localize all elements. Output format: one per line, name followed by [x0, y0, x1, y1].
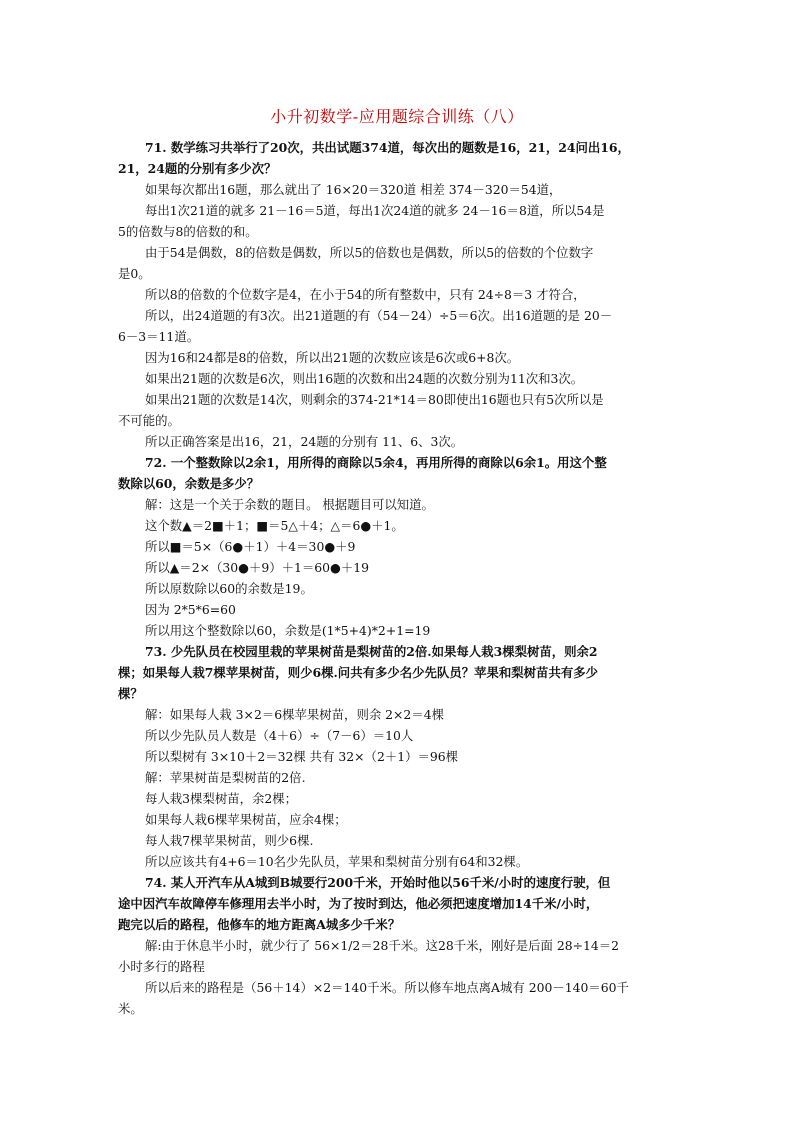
answer-line: 如果出21题的次数是14次，则剩余的374-21*14＝80即使出16题也只有5次所以是 [145, 392, 604, 407]
answer-line: 所以▲＝2×（30●＋9）＋1＝60●＋19 [145, 560, 369, 575]
question-line: 棵？ [118, 686, 143, 701]
answer-line: 如果出21题的次数是6次，则出16题的次数和出24题的次数分别为11次和3次。 [145, 371, 584, 386]
answer-line: 所以正确答案是出16，21，24题的分别有 11、6、3次。 [145, 434, 464, 449]
question-line: 棵；如果每人栽7棵苹果树苗，则少6棵.问共有多少名少先队员？苹果和梨树苗共有多少 [118, 665, 599, 680]
answer-line: 如果每人栽6棵苹果树苗，应余4棵； [145, 812, 347, 827]
answer-line: 不可能的。 [118, 413, 180, 428]
question-line: 跑完以后的路程，他修车的地方距离A城多少千米？ [118, 917, 401, 932]
answer-line: 所以■＝5×（6●＋1）＋4＝30●＋9 [145, 539, 356, 554]
question-line: 71. 数学练习共举行了20次，共出试题374道，每次出的题数是16，21，24问出16， [145, 140, 630, 155]
answer-line: 所以少先队员人数是（4＋6）÷（7－6）＝10人 [145, 728, 414, 743]
answer-line: 每出1次21道的就多 21－16＝5道，每出1次24道的就多 24－16＝8道，所以54是 [145, 203, 605, 218]
document-body [118, 137, 678, 1019]
answer-line: 因为16和24都是8的倍数，所以出21题的次数应该是6次或6+8次。 [145, 350, 520, 365]
answer-line: 米。 [118, 1001, 143, 1016]
answer-line: 解：苹果树苗是梨树苗的2倍. [145, 770, 306, 785]
answer-line: 这个数▲＝2■＋1；■＝5△＋4；△＝6●＋1。 [145, 518, 404, 533]
answer-line: 所以应该共有4+6＝10名少先队员，苹果和梨树苗分别有64和32棵。 [145, 854, 529, 869]
answer-line: 所以原数除以60的余数是19。 [145, 581, 313, 596]
answer-line: 是0。 [118, 266, 151, 281]
answer-line: 每人栽7棵苹果树苗，则少6棵. [145, 833, 314, 848]
answer-line: 解:由于休息半小时，就少行了 56×1/2＝28千米。这28千米，刚好是后面 28÷14＝2 [145, 938, 620, 953]
answer-line: 小时多行的路程 [118, 959, 205, 974]
answer-line: 6－3＝11道。 [118, 329, 200, 344]
answer-line: 所以8的倍数的个位数字是4，在小于54的所有整数中，只有 24÷8＝3 才符合， [145, 287, 586, 302]
answer-line: 所以后来的路程是（56＋14）×2＝140千米。所以修车地点离A城有 200－140＝60千 [145, 980, 629, 995]
question-line: 数除以60，余数是多少？ [118, 476, 260, 491]
question-line: 21，24题的分别有多少次？ [118, 161, 277, 176]
answer-line: 解：这是一个关于余数的题目。 根据题目可以知道。 [145, 497, 434, 512]
question-line: 74. 某人开汽车从A城到B城要行200千米，开始时他以56千米/小时的速度行驶，但 [145, 875, 611, 890]
question-line: 73. 少先队员在校园里栽的苹果树苗是梨树苗的2倍.如果每人栽3棵梨树苗，则余2 [145, 644, 598, 659]
answer-line: 所以，出24道题的有3次。出21道题的有（54－24）÷5＝6次。出16道题的是 20－ [145, 308, 613, 323]
answer-line: 所以梨树有 3×10＋2＝32棵 共有 32×（2＋1）＝96棵 [145, 749, 459, 764]
answer-line: 每人栽3棵梨树苗，余2棵； [145, 791, 298, 806]
answer-line: 如果每次都出16题，那么就出了 16×20＝320道 相差 374－320＝54道， [145, 182, 562, 197]
answer-line: 因为 2*5*6=60 [145, 602, 236, 617]
question-line: 72. 一个整数除以2余1，用所得的商除以5余4，再用所得的商除以6余1。用这个整 [145, 455, 607, 470]
answer-line: 解：如果每人栽 3×2＝6棵苹果树苗，则余 2×2＝4棵 [145, 707, 444, 722]
answer-line: 由于54是偶数，8的倍数是偶数，所以5的倍数也是偶数，所以5的倍数的个位数字 [145, 245, 594, 260]
document-title: 小升初数学-应用题综合训练（八） [270, 107, 524, 126]
question-line: 途中因汽车故障停车修理用去半小时，为了按时到达，他必须把速度增加14千米/小时， [118, 896, 599, 911]
answer-line: 所以用这个整数除以60，余数是(1*5+4)*2+1=19 [145, 623, 431, 638]
answer-line: 5的倍数与8的倍数的和。 [118, 224, 258, 239]
